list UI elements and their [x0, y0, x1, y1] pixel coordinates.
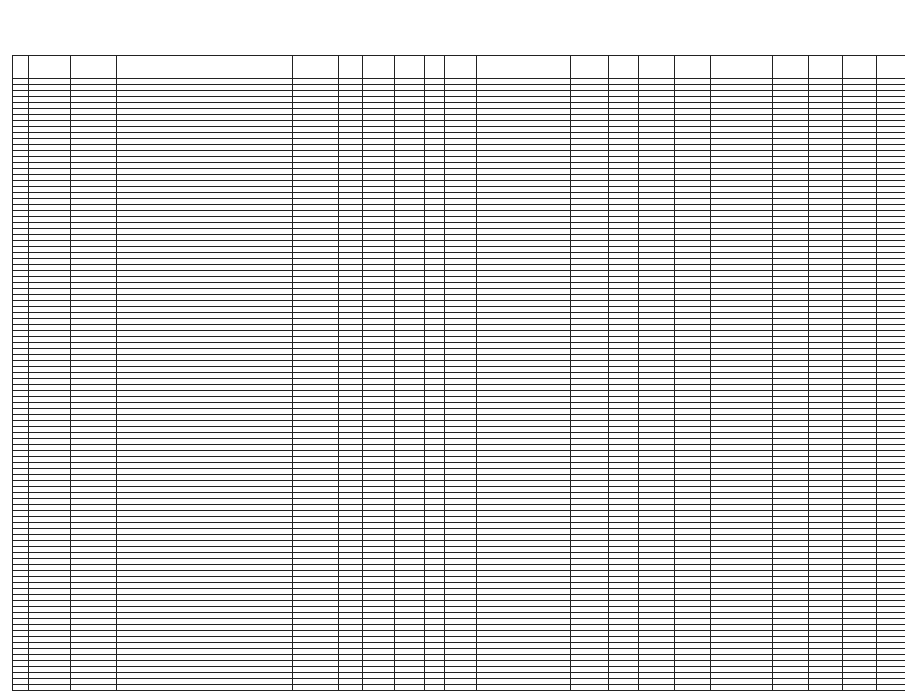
table-cell[interactable] — [773, 685, 809, 691]
column-header[interactable] — [445, 56, 477, 79]
column-header[interactable] — [425, 56, 445, 79]
column-header[interactable] — [395, 56, 425, 79]
column-header[interactable] — [809, 56, 843, 79]
table-cell[interactable] — [293, 685, 339, 691]
column-header[interactable] — [293, 56, 339, 79]
table-cell[interactable] — [425, 685, 445, 691]
table-cell[interactable] — [571, 685, 609, 691]
column-header[interactable] — [639, 56, 675, 79]
column-header[interactable] — [571, 56, 609, 79]
table-cell[interactable] — [477, 685, 571, 691]
column-header[interactable] — [339, 56, 363, 79]
column-header[interactable] — [843, 56, 877, 79]
column-header[interactable] — [773, 56, 809, 79]
column-header[interactable] — [477, 56, 571, 79]
table-cell[interactable] — [71, 685, 117, 691]
column-header[interactable] — [675, 56, 711, 79]
table-cell[interactable] — [339, 685, 363, 691]
table-cell[interactable] — [13, 685, 29, 691]
column-header[interactable] — [13, 56, 29, 79]
table-cell[interactable] — [363, 685, 395, 691]
table-cell[interactable] — [445, 685, 477, 691]
table-cell[interactable] — [395, 685, 425, 691]
table-header-row — [13, 56, 905, 79]
column-header[interactable] — [609, 56, 639, 79]
table-cell[interactable] — [29, 685, 71, 691]
column-header[interactable] — [71, 56, 117, 79]
column-header[interactable] — [117, 56, 293, 79]
column-header[interactable] — [29, 56, 71, 79]
table-cell[interactable] — [809, 685, 843, 691]
table-row — [13, 685, 905, 691]
column-header[interactable] — [363, 56, 395, 79]
table-cell[interactable] — [843, 685, 877, 691]
table-cell[interactable] — [117, 685, 293, 691]
table-cell[interactable] — [877, 685, 905, 691]
data-table — [12, 55, 905, 691]
column-header[interactable] — [711, 56, 773, 79]
table-cell[interactable] — [675, 685, 711, 691]
table-cell[interactable] — [711, 685, 773, 691]
column-header[interactable] — [877, 56, 905, 79]
table-cell[interactable] — [639, 685, 675, 691]
table-cell[interactable] — [609, 685, 639, 691]
